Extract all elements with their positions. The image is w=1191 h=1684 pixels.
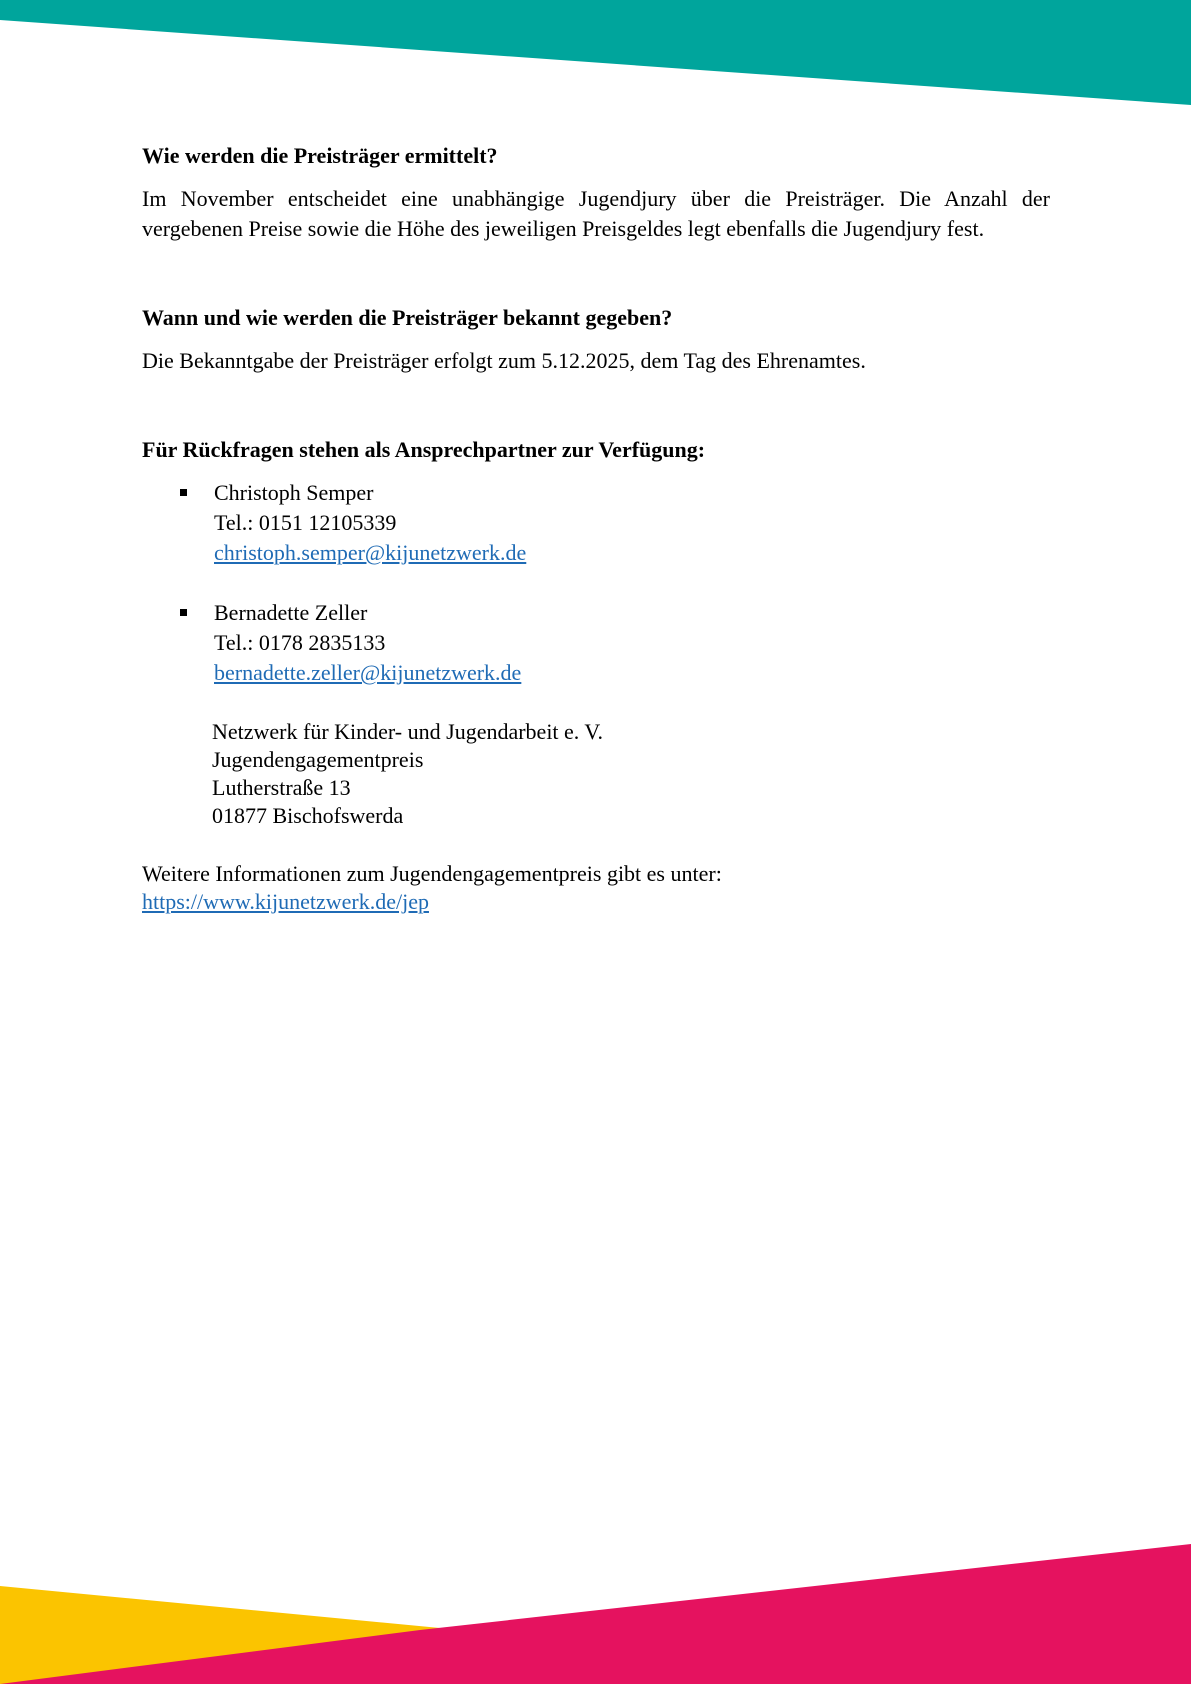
contact-item bbox=[142, 478, 1050, 568]
text-bekanntgabe: Die Bekanntgabe der Preisträger erfolgt zum 5.12.2025, dem Tag des Ehrenamtes. bbox=[142, 348, 866, 373]
contact-email-link[interactable]: christoph.semper@kijunetzwerk.de bbox=[214, 540, 527, 565]
contact-email-link[interactable]: bernadette.zeller@kijunetzwerk.de bbox=[214, 660, 522, 685]
bottom-color-banner bbox=[0, 1544, 1191, 1684]
website-link[interactable]: https://www.kijunetzwerk.de/jep bbox=[142, 889, 429, 914]
address-line: Jugendengagementpreis bbox=[212, 747, 424, 772]
contact-item bbox=[142, 598, 1050, 688]
heading-bekanntgabe: Wann und wie werden die Preisträger bekannt gegeben? bbox=[142, 305, 673, 330]
heading-ansprechpartner: Für Rückfragen stehen als Ansprechpartner zur Verfügung: bbox=[142, 437, 706, 462]
bullet-square-icon bbox=[180, 609, 187, 616]
address-line: Lutherstraße 13 bbox=[212, 775, 351, 800]
postal-address bbox=[142, 718, 1050, 830]
heading-preistraeger-ermittelt: Wie werden die Preisträger ermittelt? bbox=[142, 143, 498, 168]
address-line: Netzwerk für Kinder- und Jugendarbeit e. V. bbox=[212, 719, 603, 744]
contact-phone: Tel.: 0178 2835133 bbox=[214, 630, 386, 655]
contact-list bbox=[142, 478, 1050, 688]
address-line: 01877 Bischofswerda bbox=[212, 803, 404, 828]
contact-phone: Tel.: 0151 12105339 bbox=[214, 510, 397, 535]
contact-name: Bernadette Zeller bbox=[214, 600, 368, 625]
more-info bbox=[142, 860, 1050, 916]
text-preistraeger-ermittelt: Im November entscheidet eine unabhängige Jugendjury über die Preisträger. Die Anzahl der vergebenen Preise sowie die Höhe des jeweiligen Preisgeldes legt ebenfalls die Jugendjury fest. bbox=[142, 186, 1050, 241]
contact-name: Christoph Semper bbox=[214, 480, 374, 505]
bullet-square-icon bbox=[180, 489, 187, 496]
top-teal-banner bbox=[0, 0, 1191, 110]
document-content bbox=[142, 140, 1050, 916]
more-info-text: Weitere Informationen zum Jugendengagementpreis gibt es unter: bbox=[142, 861, 722, 886]
